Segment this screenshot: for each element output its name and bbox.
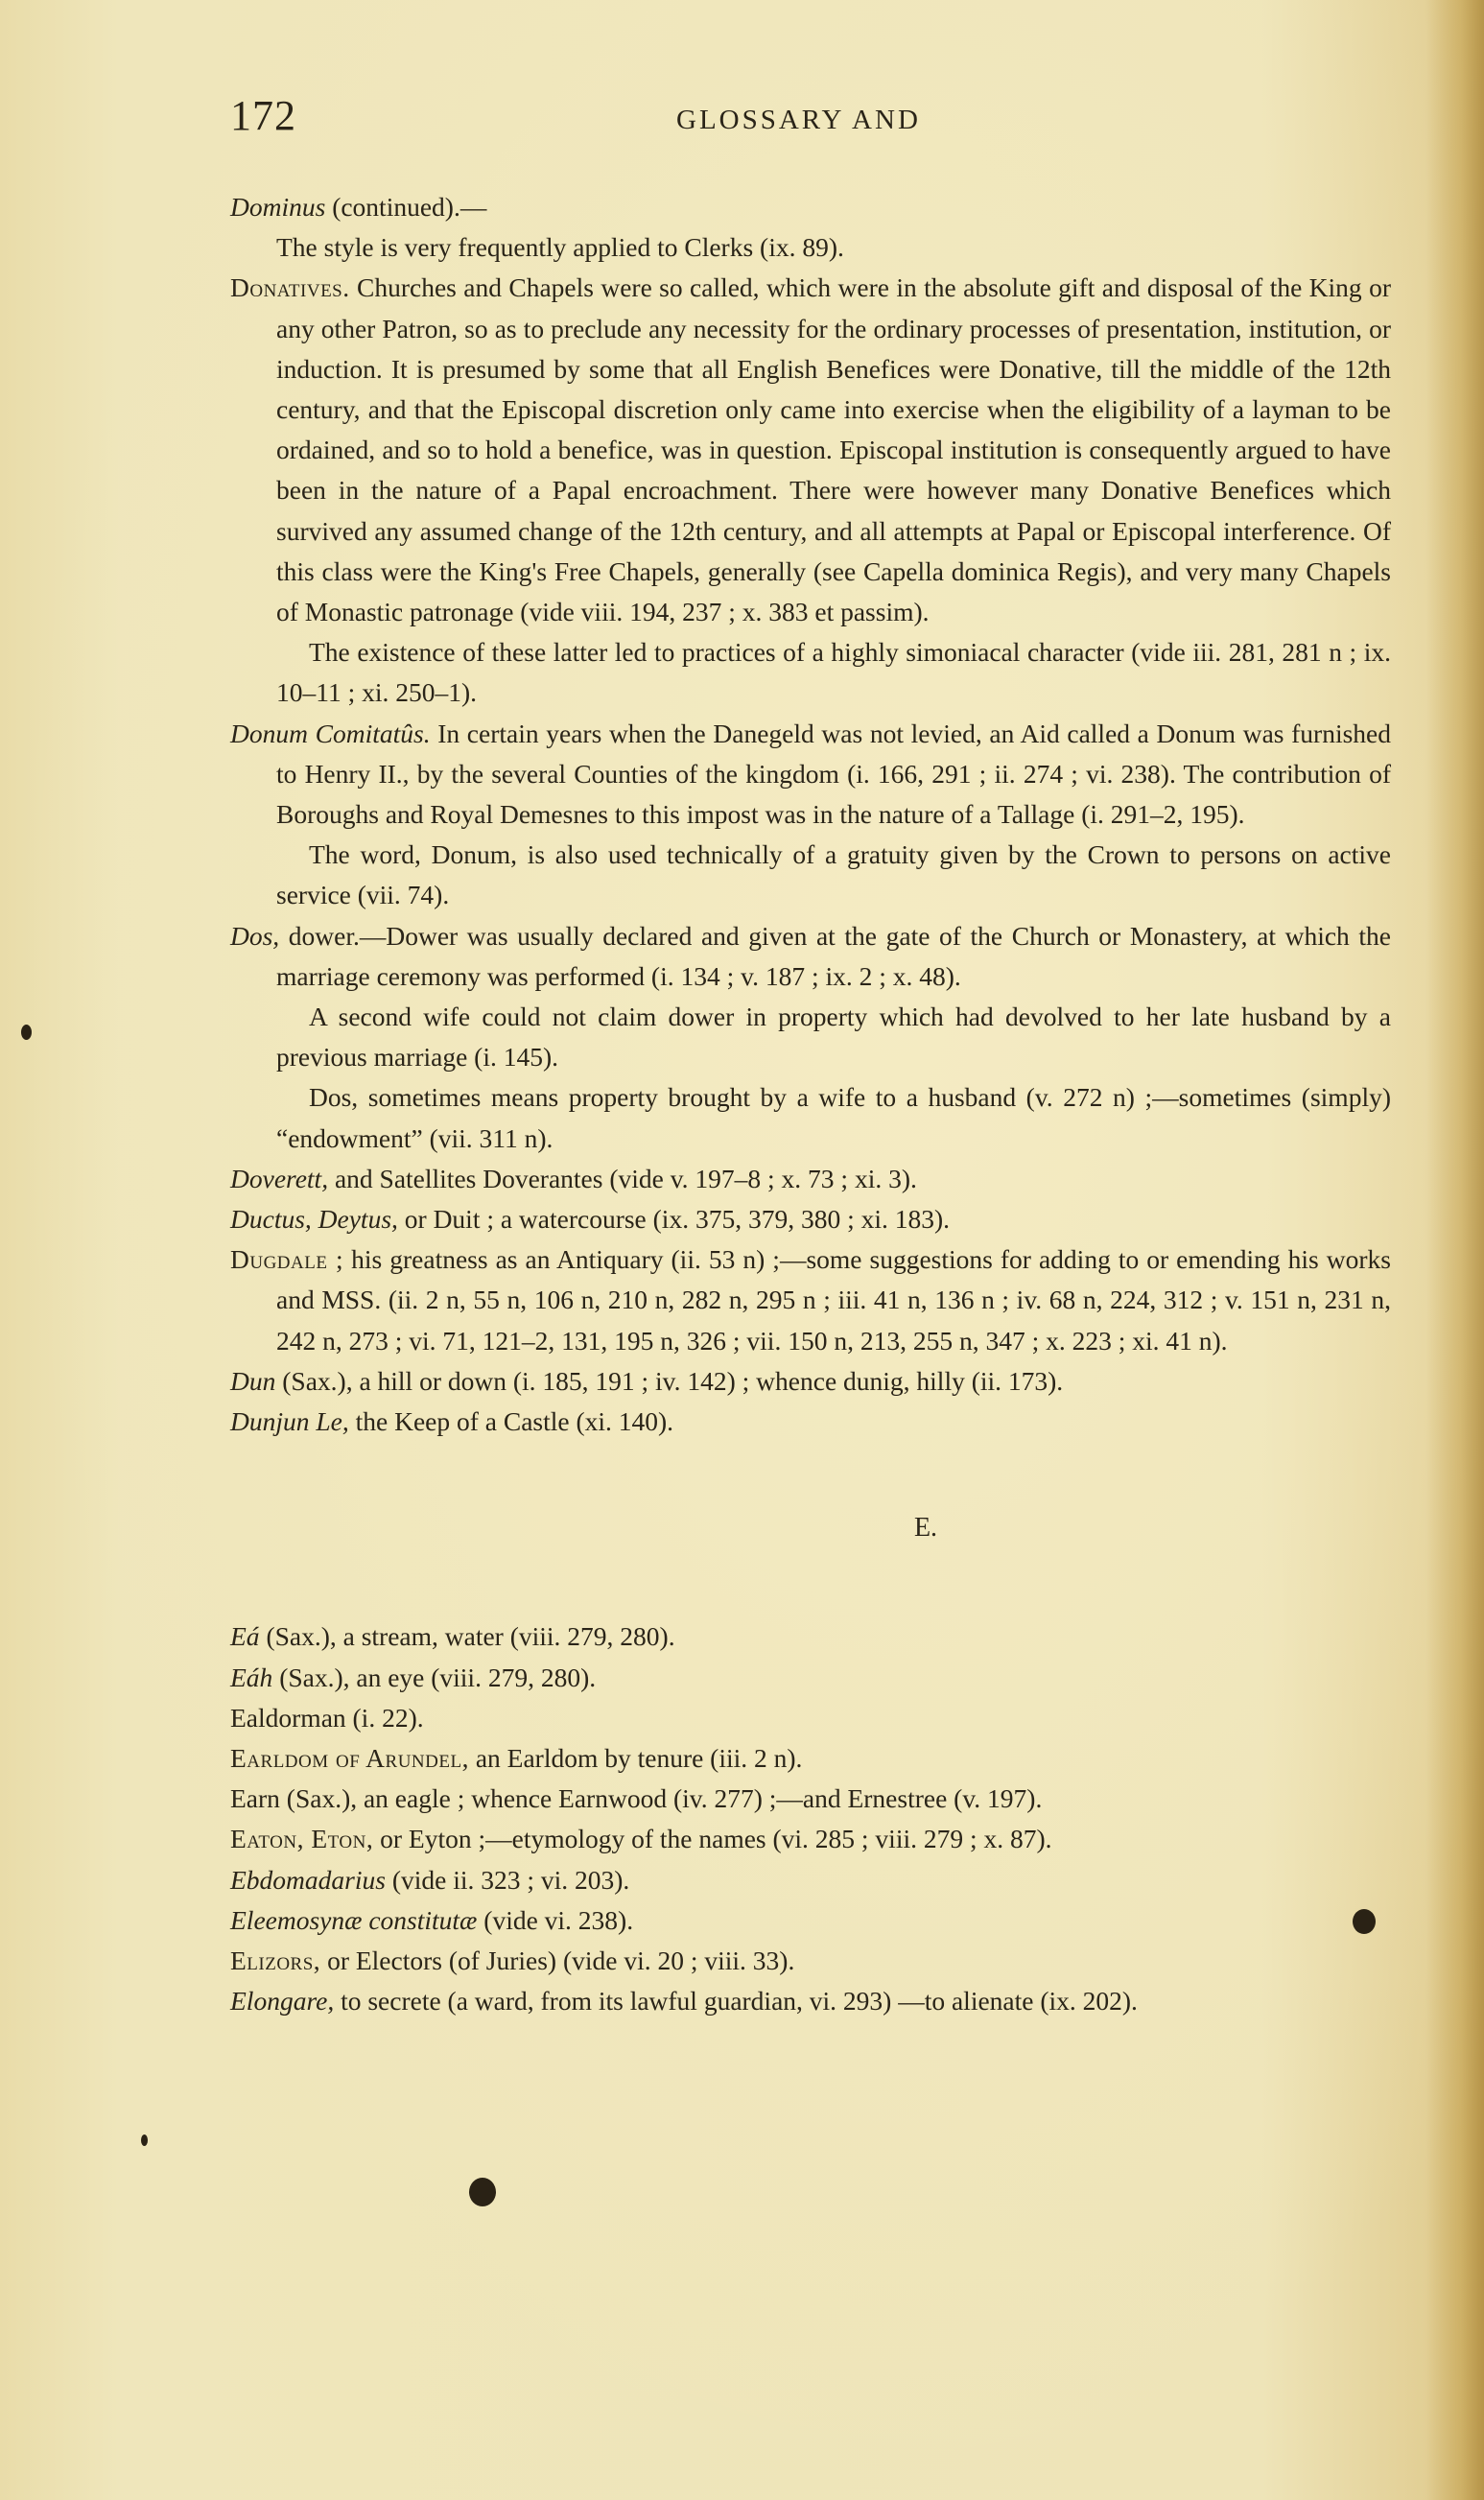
- running-head: GLOSSARY AND: [676, 105, 921, 135]
- entry-text: dower.—Dower was usually declared and given at the gate of the Church or Monastery, at which the marriage ceremony was performed (i. 134 ; v. 187 ; ix. 2 ; x. 48).: [276, 920, 1391, 991]
- entry-eaton: [230, 1819, 1391, 1859]
- headword: Dunjun Le,: [230, 1406, 349, 1437]
- headword: Eáh: [230, 1662, 273, 1692]
- ink-spot: [1353, 1909, 1376, 1934]
- entry-continuation: The style is very frequently applied to Clerks (ix. 89).: [276, 232, 844, 263]
- headword: Dos,: [230, 920, 280, 951]
- headword: Donum Comitatûs.: [230, 718, 431, 748]
- headword: Ebdomadarius: [230, 1864, 386, 1895]
- headword: Ductus, Deytus,: [230, 1204, 398, 1235]
- entry-continuation: The word, Donum, is also used technically of a gratuity given by the Crown to persons on active service (vii. 74).: [276, 839, 1391, 910]
- entry-ebdomadarius: [230, 1860, 1391, 1900]
- entry-continuation: The existence of these latter led to practices of a highly simoniacal character (vide iii. 281, 281 n ; ix. 10–11 ; xi. 250–1).: [276, 637, 1391, 708]
- entry-text: or Duit ; a watercourse (ix. 375, 379, 380 ; xi. 183).: [397, 1204, 951, 1235]
- entry-dunjun: [230, 1402, 1391, 1442]
- entry-dominus: [230, 187, 1391, 227]
- entry-doverett: [230, 1159, 1391, 1199]
- entry-dugdale: [230, 1239, 1391, 1361]
- entry-text: and Satellites Doverantes (vide v. 197–8 ; x. 73 ; xi. 3).: [328, 1163, 917, 1193]
- entry-elongare: [230, 1981, 1391, 2021]
- page-number: 172: [230, 92, 296, 139]
- entry-text: his greatness as an Antiquary (ii. 53 n) ;—some suggestions for adding to or emending his works and MSS. (ii. 2 n, 55 n, 106 n, 210 n, 282 n, 295 n ; iii. 41 n, 136 n ; iv. 68 n, 224, 312 ; v. 151 n, 231 n, 242 n, 273 ; vi. 71, 121–2, 131, 195 n, 326 ; vii. 150 n, 213, 255 n, 347 ; x. 223 ; xi. 41 n).: [276, 1244, 1391, 1356]
- headword: Donatives.: [230, 272, 350, 303]
- entry-text: an Earldom by tenure (iii. 2 n).: [468, 1742, 803, 1773]
- ink-spot: [469, 2178, 496, 2206]
- entry-eah: [230, 1658, 1391, 1698]
- headword: Dun: [230, 1365, 276, 1396]
- entry-text: (Sax.), an eye (viii. 279, 280).: [272, 1662, 597, 1692]
- entry-earn: [230, 1779, 1391, 1819]
- entry-text: Ealdorman (i. 22).: [230, 1702, 424, 1733]
- ink-spot: [21, 1025, 32, 1040]
- headword: Eá: [230, 1621, 260, 1652]
- headword: Earldom of Arundel,: [230, 1742, 469, 1773]
- headword: Eleemosynæ constitutæ: [230, 1904, 478, 1935]
- headword: Doverett,: [230, 1163, 329, 1193]
- entry-ea: [230, 1616, 1391, 1657]
- ink-spot: [141, 2134, 148, 2146]
- headword: Eaton, Eton,: [230, 1824, 374, 1854]
- entry-text: (vide ii. 323 ; vi. 203).: [385, 1864, 630, 1895]
- entry-text: (Sax.), a hill or down (i. 185, 191 ; iv. 142) ; whence dunig, hilly (ii. 173).: [275, 1365, 1064, 1396]
- entry-text: (vide vi. 238).: [477, 1904, 634, 1935]
- page-header: [230, 91, 1381, 149]
- glossary-entries: [230, 187, 1391, 2021]
- headword: Dominus: [230, 192, 326, 222]
- entry-text: Churches and Chapels were so called, which were in the absolute gift and disposal of the King or any other Patron, so as to preclude any necessity for the ordinary processes of presentation, institution, or induction. It is presumed by some that all English Benefices were Donative, till the middle of the 12th century, and that the Episcopal discretion only came into exercise when the eligibility of a layman to be ordained, and so to hold a benefice, was in question. Episcopal institution is consequently argued to have been in the nature of a Papal encroachment. There were however many Donative Benefices which survived any assumed change of the 12th century, and all attempts at Papal or Episcopal interference. Of this class were the King's Free Chapels, generally (see Capella dominica Regis), and very many Chapels of Monastic patronage (vide viii. 194, 237 ; x. 383 et passim).: [276, 272, 1391, 627]
- entry-elizors: [230, 1941, 1391, 1981]
- entry-text: the Keep of a Castle (xi. 140).: [348, 1406, 674, 1437]
- entry-donatives: [230, 268, 1391, 632]
- entry-text: Earn (Sax.), an eagle ; whence Earnwood (iv. 277) ;—and Ernestree (v. 197).: [230, 1783, 1043, 1814]
- entry-text: In certain years when the Danegeld was not levied, an Aid called a Donum was furnished to Henry II., by the several Counties of the kingdom (i. 166, 291 ; ii. 274 ; vi. 238). The contribution of Boroughs and Royal Demesnes to this impost was in the nature of a Tallage (i. 291–2, 195).: [276, 718, 1391, 830]
- entry-text: to secrete (a ward, from its lawful guardian, vi. 293) —to alienate (ix. 202).: [334, 1986, 1138, 2017]
- entry-continuation: Dos, sometimes means property brought by a wife to a husband (v. 272 n) ;—sometimes (simply) “endowment” (vii. 311 n).: [276, 1082, 1391, 1153]
- entry-continuation: A second wife could not claim dower in property which had devolved to her late husband by a previous marriage (i. 145).: [276, 1002, 1391, 1073]
- entry-text: (Sax.), a stream, water (viii. 279, 280).: [259, 1621, 675, 1652]
- entry-dun: [230, 1361, 1391, 1402]
- entry-text: or Eyton ;—etymology of the names (vi. 285 ; viii. 279 ; x. 87).: [373, 1824, 1052, 1854]
- headword: Elongare,: [230, 1986, 335, 2017]
- entry-ealdorman: [230, 1698, 1391, 1738]
- entry-text: or Electors (of Juries) (vide vi. 20 ; viii. 33).: [320, 1945, 795, 1975]
- entry-donum-comitatus: [230, 714, 1391, 836]
- entry-ductus: [230, 1199, 1391, 1239]
- page-edge-shadow: [1426, 0, 1484, 2500]
- entry-eleemosynae: [230, 1900, 1391, 1941]
- entry-text: (continued).—: [325, 192, 487, 222]
- section-letter-e: E.: [913, 1513, 938, 1544]
- headword: Dugdale ;: [230, 1244, 344, 1275]
- entry-earldom-of-arundel: [230, 1738, 1391, 1779]
- headword: Elizors,: [230, 1945, 321, 1975]
- entry-dos: [230, 916, 1391, 997]
